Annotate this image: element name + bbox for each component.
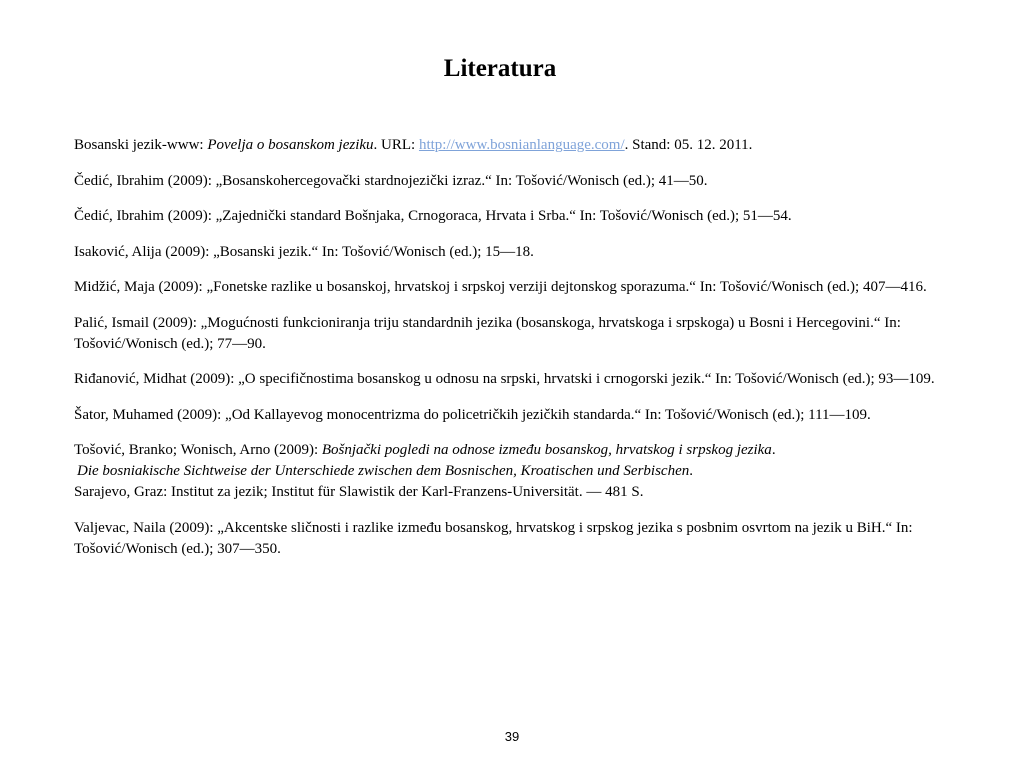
reference-text: Tošović, Branko; Wonisch, Arno (2009):	[74, 442, 322, 458]
page-title: Literatura	[443, 55, 557, 82]
reference-list	[74, 135, 958, 574]
reference-text: . Stand: 05. 12. 2011.	[624, 137, 753, 153]
reference-text: . URL:	[373, 137, 419, 153]
reference-item: Riđanović, Midhat (2009): „O specifičnostima bosanskog u odnosu na srpski, hrvatski i crnogorski jezik.“ In: Tošović/Wonisch (ed.); 93—109.	[74, 371, 935, 387]
reference-link[interactable]: http://www.bosnianlanguage.com/	[418, 137, 625, 153]
page-number: 39	[504, 729, 520, 744]
reference-text: .	[771, 442, 776, 458]
reference-item: Čedić, Ibrahim (2009): „Zajednički standard Bošnjaka, Crnogoraca, Hrvata i Srba.“ In: Tošović/Wonisch (ed.); 51—54.	[74, 208, 792, 224]
reference-text: .	[689, 463, 693, 479]
reference-item: Čedić, Ibrahim (2009): „Bosanskohercegovački stardnojezički izraz.“ In: Tošović/Wonisch (ed.); 41—50.	[74, 172, 708, 189]
reference-item	[74, 440, 958, 503]
reference-title: Bošnjački pogledi na odnose između bosanskog, hrvatskog i srpskog jezika	[321, 442, 772, 458]
reference-title: Povelja o bosanskom jeziku	[207, 137, 374, 153]
reference-item: Valjevac, Naila (2009): „Akcentske sličnosti i razlike između bosanskog, hrvatskog i srpskog jezika s posbnim osvrtom na jezik u BiH.“ In: Tošović/Wonisch (ed.); 307—350.	[74, 519, 913, 557]
reference-item: Midžić, Maja (2009): „Fonetske razlike u bosanskoj, hrvatskoj i srpskoj verziji dejtonskog sporazuma.“ In: Tošović/Wonisch (ed.); 407—416.	[74, 279, 927, 295]
reference-title-translation: Die bosniakische Sichtweise der Unterschiede zwischen dem Bosnischen, Kroatischen und Serbischen	[77, 463, 690, 479]
reference-item: Isaković, Alija (2009): „Bosanski jezik.“ In: Tošović/Wonisch (ed.); 15—18.	[74, 243, 534, 260]
reference-item: Šator, Muhamed (2009): „Od Kallayevog monocentrizma do policetričkih jezičkih standarda.“ In: Tošović/Wonisch (ed.); 111—109.	[74, 406, 871, 423]
reference-publisher: Sarajevo, Graz: Institut za jezik; Institut für Slawistik der Karl-Franzens-Universität. — 481 S.	[74, 484, 644, 500]
reference-text: Bosanski jezik-www:	[74, 137, 208, 153]
reference-item: Palić, Ismail (2009): „Mogućnosti funkcioniranja triju standardnih jezika (bosanskoga, hrvatskoga i srpskoga) u Bosni i Hercegovini.“ In: Tošović/Wonisch (ed.); 77—90.	[74, 314, 901, 352]
reference-item	[74, 135, 958, 156]
